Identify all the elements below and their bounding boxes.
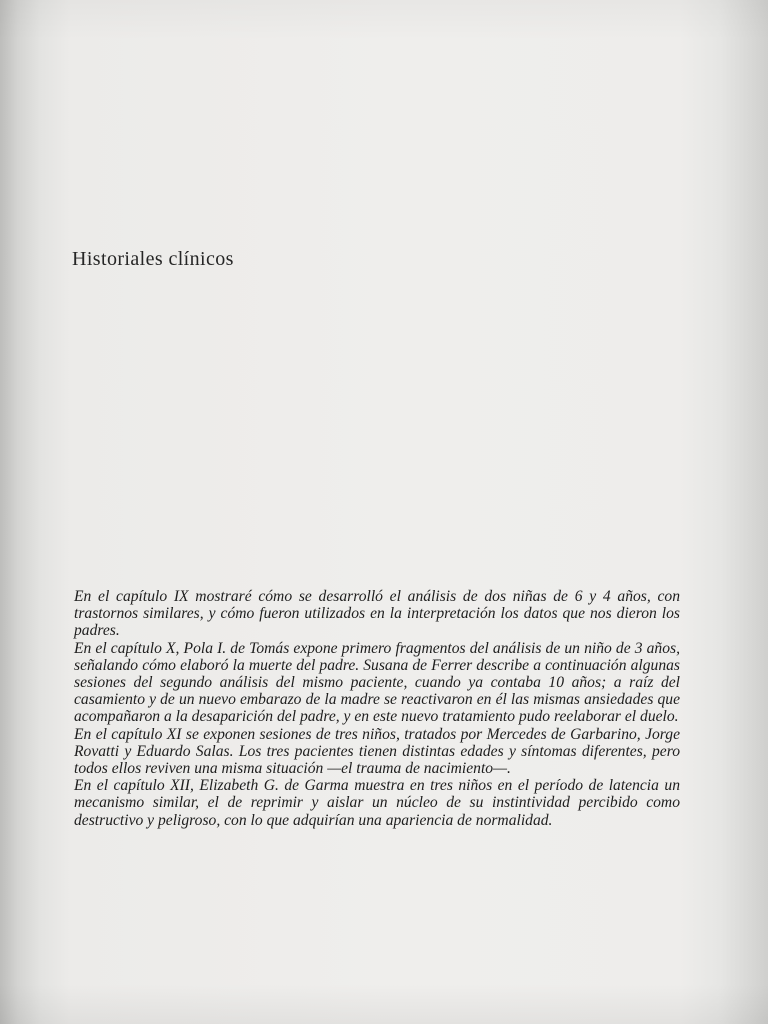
- page-top-shadow: [0, 0, 768, 40]
- section-title: Historiales clínicos: [72, 248, 234, 270]
- body-text: [74, 588, 680, 829]
- paragraph-chapter-xii: En el capítulo XII, Elizabeth G. de Garma muestra en tres niños en el período de latencia un mecanismo similar, el de reprimir y aislar un núcleo de su instintividad percibido como destructivo y peligroso, con lo que adquirían una apariencia de normalidad.: [74, 777, 680, 829]
- paragraph-chapter-xi: En el capítulo XI se exponen sesiones de tres niños, tratados por Mercedes de Garbarino, Jorge Rovatti y Eduardo Salas. Los tres pacientes tienen distintas edades y síntomas diferentes, pero todos ellos reviven una misma situación —el trauma de nacimiento—.: [74, 725, 680, 778]
- paragraph-chapter-ix: En el capítulo IX mostraré cómo se desarrolló el análisis de dos niñas de 6 y 4 años, con trastornos similares, y cómo fueron utilizados en la interpretación los datos que nos dieron los padres.: [74, 588, 680, 640]
- page-bottom-shadow: [0, 984, 768, 1024]
- paragraph-chapter-x: En el capítulo X, Pola I. de Tomás expone primero fragmentos del análisis de un niño de 3 años, señalando cómo elaboró la muerte del padre. Susana de Ferrer describe a continuación algunas sesiones del segundo análisis del mismo paciente, cuando ya contaba 10 años; a raíz del casamiento y de un nuevo embarazo de la madre se reactivaron en él las mismas ansiedades que acompañaron a la desaparición del padre, y en este nuevo tratamiento pudo reelaborar el duelo.: [74, 639, 680, 726]
